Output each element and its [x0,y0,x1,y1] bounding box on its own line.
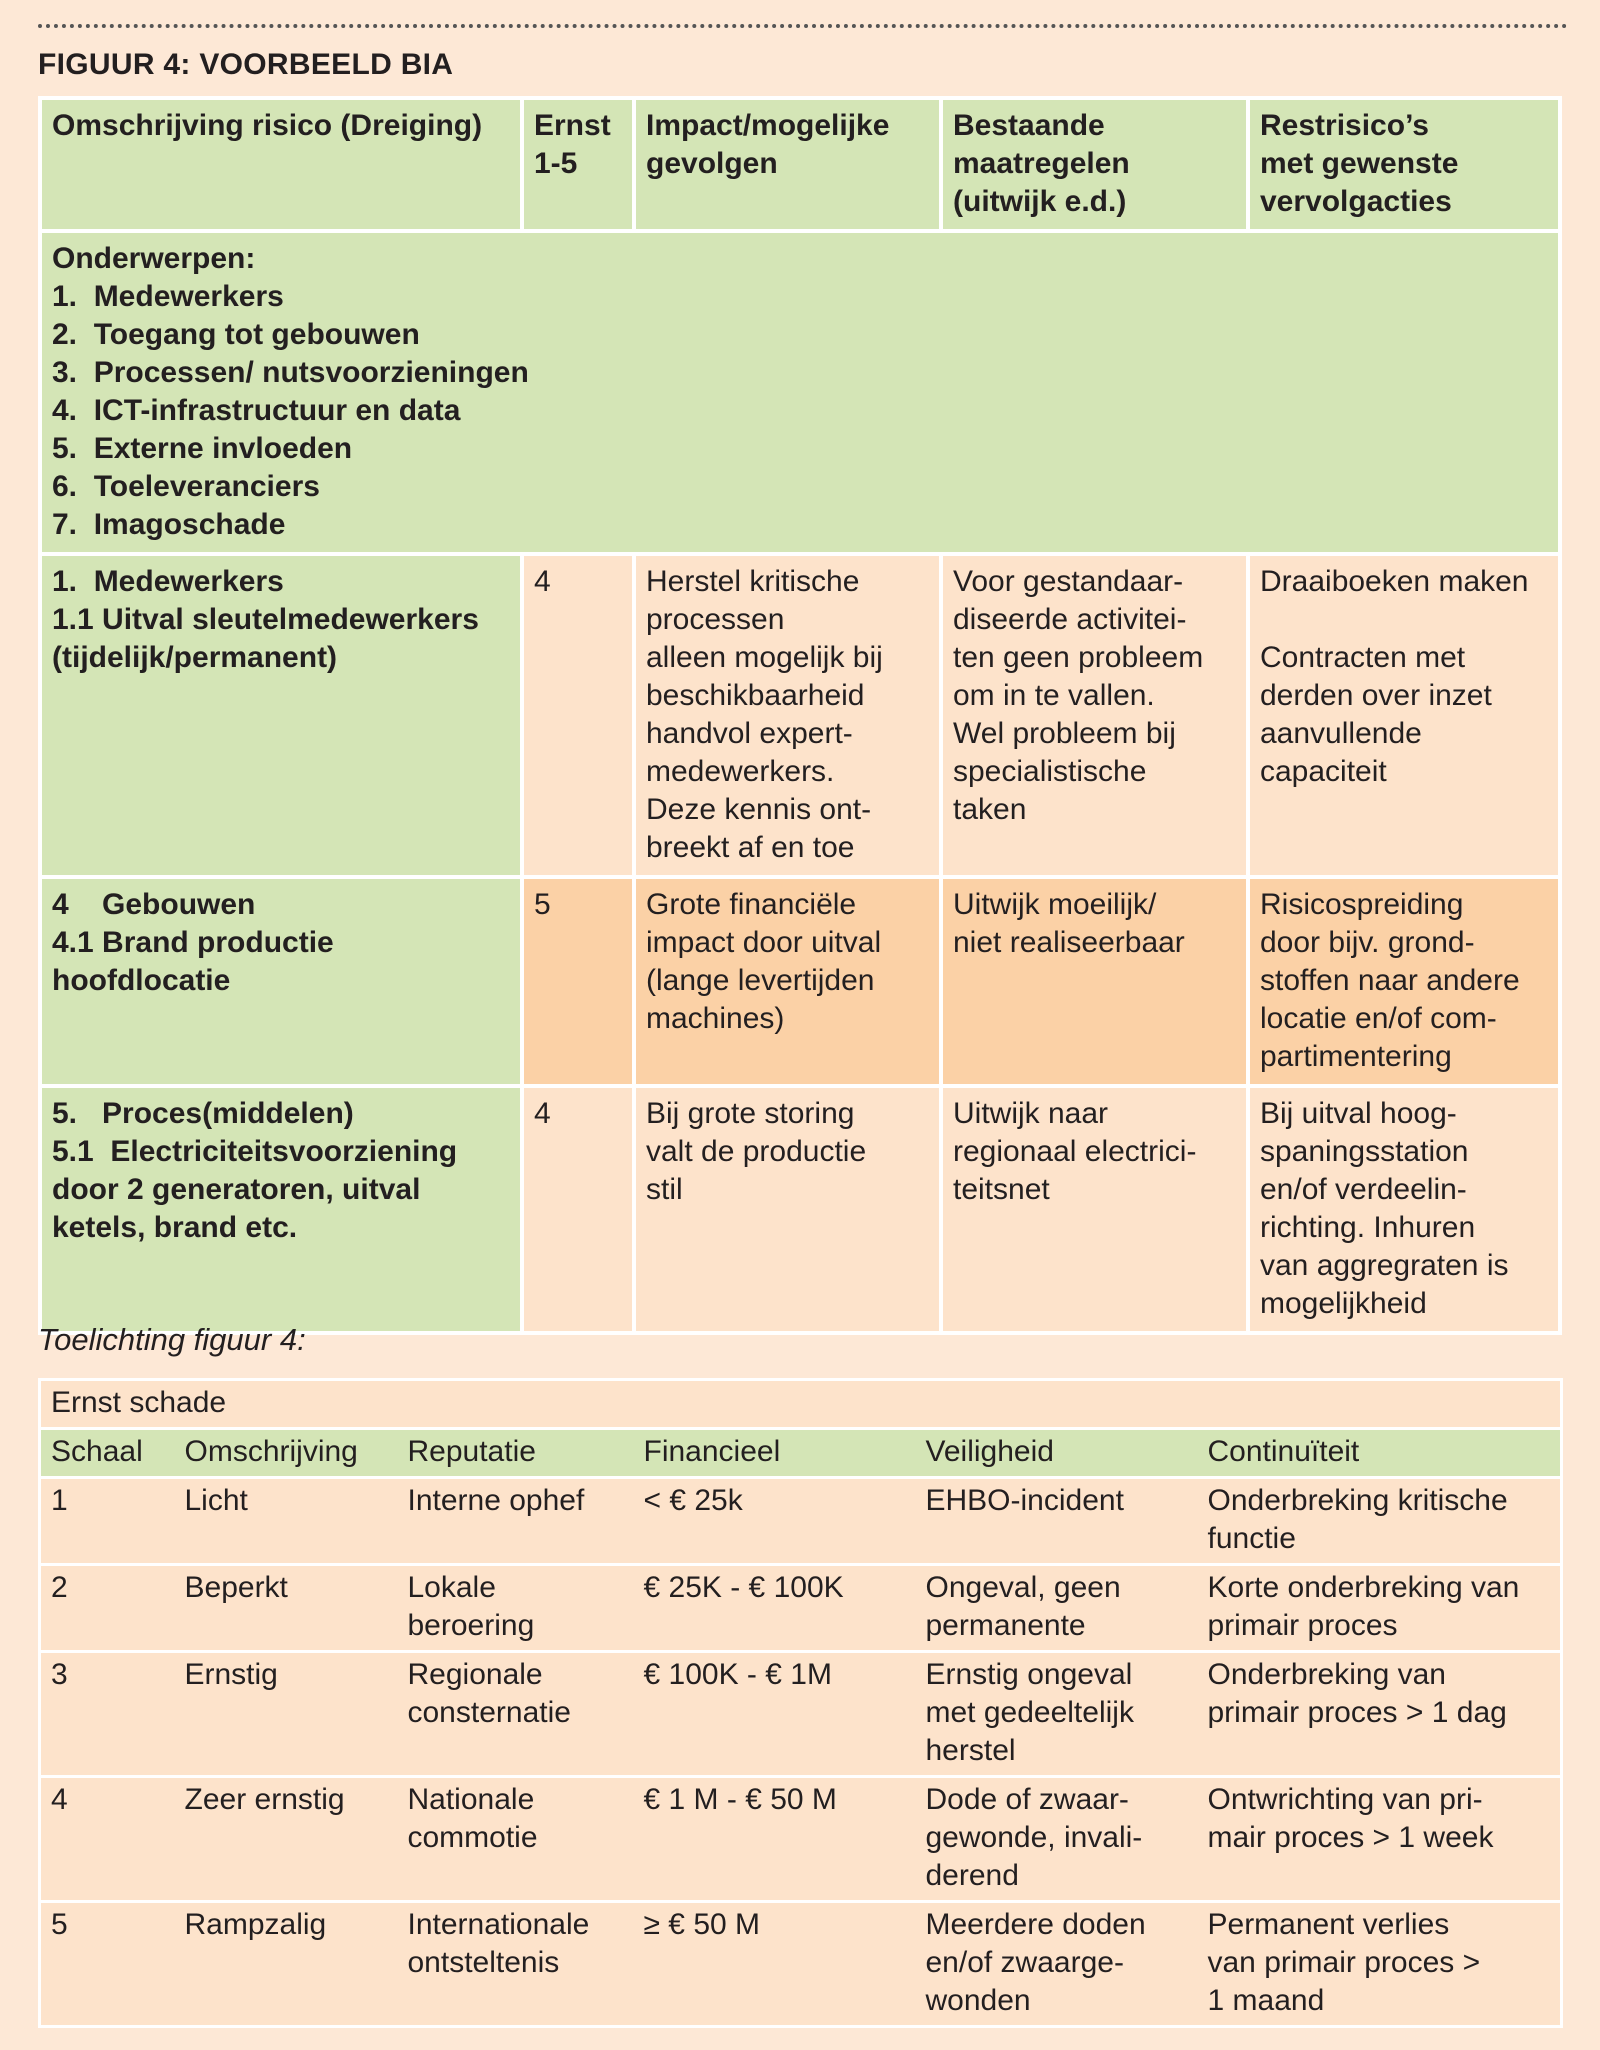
reputatie-cell: Regionale consternatie [398,1652,634,1777]
topic-item: 1. Medewerkers [52,280,284,313]
schaal-cell: 1 [40,1478,175,1565]
header-continuiteit: Continuïteit [1198,1429,1562,1478]
omschrijving-cell: Licht [175,1478,398,1565]
bia-row-medewerkers [40,554,1560,877]
financieel-cell: € 25K - € 100K [634,1565,916,1652]
continuiteit-cell: Korte onderbreking van primair proces [1198,1565,1562,1652]
omschrijving-cell: Ernstig [175,1652,398,1777]
restrisico-cell: Bij uitval hoog- spaningsstation en/of verdeelin- richting. Inhuren van aggregraten is mogelijkheid [1248,1086,1560,1333]
header-maatregelen: Bestaande maatregelen (uitwijk e.d.) [941,98,1248,231]
reputatie-cell: Interne ophef [398,1478,634,1565]
continuiteit-cell: Onderbreking kritische functie [1198,1478,1562,1565]
impact-cell: Herstel kritische processen alleen mogelijk bij beschikbaarheid handvol expert- medewerkers. Deze kennis ont- breekt af en toe [634,554,941,877]
continuiteit-cell: Ontwrichting van pri- mair proces > 1 week [1198,1777,1562,1902]
bia-row-gebouwen [40,877,1560,1086]
header-ernst: Ernst 1-5 [522,98,634,231]
table-caption: Ernst schade [40,1380,1562,1429]
omschrijving-cell: Beperkt [175,1565,398,1652]
financieel-cell: € 100K - € 1M [634,1652,916,1777]
topic-item: 3. Processen/ nutsvoorzieningen [52,356,529,389]
reputatie-cell: Lokale beroering [398,1565,634,1652]
reputatie-cell: Internationale ontsteltenis [398,1902,634,2027]
schaal-cell: 4 [40,1777,175,1902]
table-row [40,1652,1562,1777]
omschrijving-cell: Zeer ernstig [175,1777,398,1902]
bia-table [38,96,1562,1335]
topic-item: 6. Toeleveranciers [52,470,320,503]
topics-list [40,231,1560,554]
table-row [40,1478,1562,1565]
impact-cell: Grote financiële impact door uitval (lange levertijden machines) [634,877,941,1086]
topic-item: 7. Imagoschade [52,508,286,541]
topic-item: 2. Toegang tot gebouwen [52,318,420,351]
maatregelen-cell: Uitwijk naar regionaal electrici- teitsnet [941,1086,1248,1333]
header-omschrijving: Omschrijving [175,1429,398,1478]
veiligheid-cell: Ongeval, geen permanente [916,1565,1198,1652]
risk-cell: 1. Medewerkers 1.1 Uitval sleutelmedewerkers (tijdelijk/permanent) [40,554,522,877]
impact-cell: Bij grote storing valt de productie stil [634,1086,941,1333]
ernst-schade-table [38,1378,1563,2028]
topics-row [40,231,1560,554]
continuiteit-cell: Permanent verlies van primair proces > 1 maand [1198,1902,1562,2027]
topic-item: 5. Externe invloeden [52,432,353,465]
continuiteit-cell: Onderbreking van primair proces > 1 dag [1198,1652,1562,1777]
restrisico-cell: Risicospreiding door bijv. grond- stoffen naar andere locatie en/of com- partimentering [1248,877,1560,1086]
veiligheid-cell: Ernstig ongeval met gedeeltelijk herstel [916,1652,1198,1777]
maatregelen-cell: Voor gestandaar- diseerde activitei- ten geen probleem om in te vallen. Wel probleem bij specialistische taken [941,554,1248,877]
veiligheid-cell: Meerdere doden en/of zwaarge- wonden [916,1902,1198,2027]
maatregelen-cell: Uitwijk moeilijk/ niet realiseerbaar [941,877,1248,1086]
header-impact: Impact/mogelijke gevolgen [634,98,941,231]
ernst-caption-row [40,1380,1562,1429]
bia-header-row [40,98,1560,231]
financieel-cell: € 1 M - € 50 M [634,1777,916,1902]
schaal-cell: 2 [40,1565,175,1652]
veiligheid-cell: Dode of zwaar- gewonde, invali- derend [916,1777,1198,1902]
risk-cell: 5. Proces(middelen) 5.1 Electriciteitsvoorziening door 2 generatoren, uitval ketels, brand etc. [40,1086,522,1333]
ernst-cell: 4 [522,554,634,877]
topics-heading: Onderwerpen: [52,242,256,275]
financieel-cell: < € 25k [634,1478,916,1565]
header-veiligheid: Veiligheid [916,1429,1198,1478]
header-omschrijving: Omschrijving risico (Dreiging) [40,98,522,231]
ernst-header-row [40,1429,1562,1478]
header-reputatie: Reputatie [398,1429,634,1478]
toelichting-title: Toelichting figuur 4: [38,1322,306,1357]
header-schaal: Schaal [40,1429,175,1478]
table-row [40,1902,1562,2027]
topic-item: 4. ICT-infrastructuur en data [52,394,461,427]
ernst-cell: 5 [522,877,634,1086]
table-row [40,1777,1562,1902]
restrisico-cell: Draaiboeken maken Contracten met derden over inzet aanvullende capaciteit [1248,554,1560,877]
header-financieel: Financieel [634,1429,916,1478]
figure-title: FIGUUR 4: VOORBEELD BIA [38,48,454,81]
financieel-cell: ≥ € 50 M [634,1902,916,2027]
ernst-cell: 4 [522,1086,634,1333]
bia-row-proces [40,1086,1560,1333]
schaal-cell: 3 [40,1652,175,1777]
veiligheid-cell: EHBO-incident [916,1478,1198,1565]
reputatie-cell: Nationale commotie [398,1777,634,1902]
table-row [40,1565,1562,1652]
omschrijving-cell: Rampzalig [175,1902,398,2027]
risk-cell: 4 Gebouwen 4.1 Brand productie hoofdlocatie [40,877,522,1086]
dotted-divider [38,24,1568,28]
header-restrisico: Restrisico’s met gewenste vervolgacties [1248,98,1560,231]
schaal-cell: 5 [40,1902,175,2027]
